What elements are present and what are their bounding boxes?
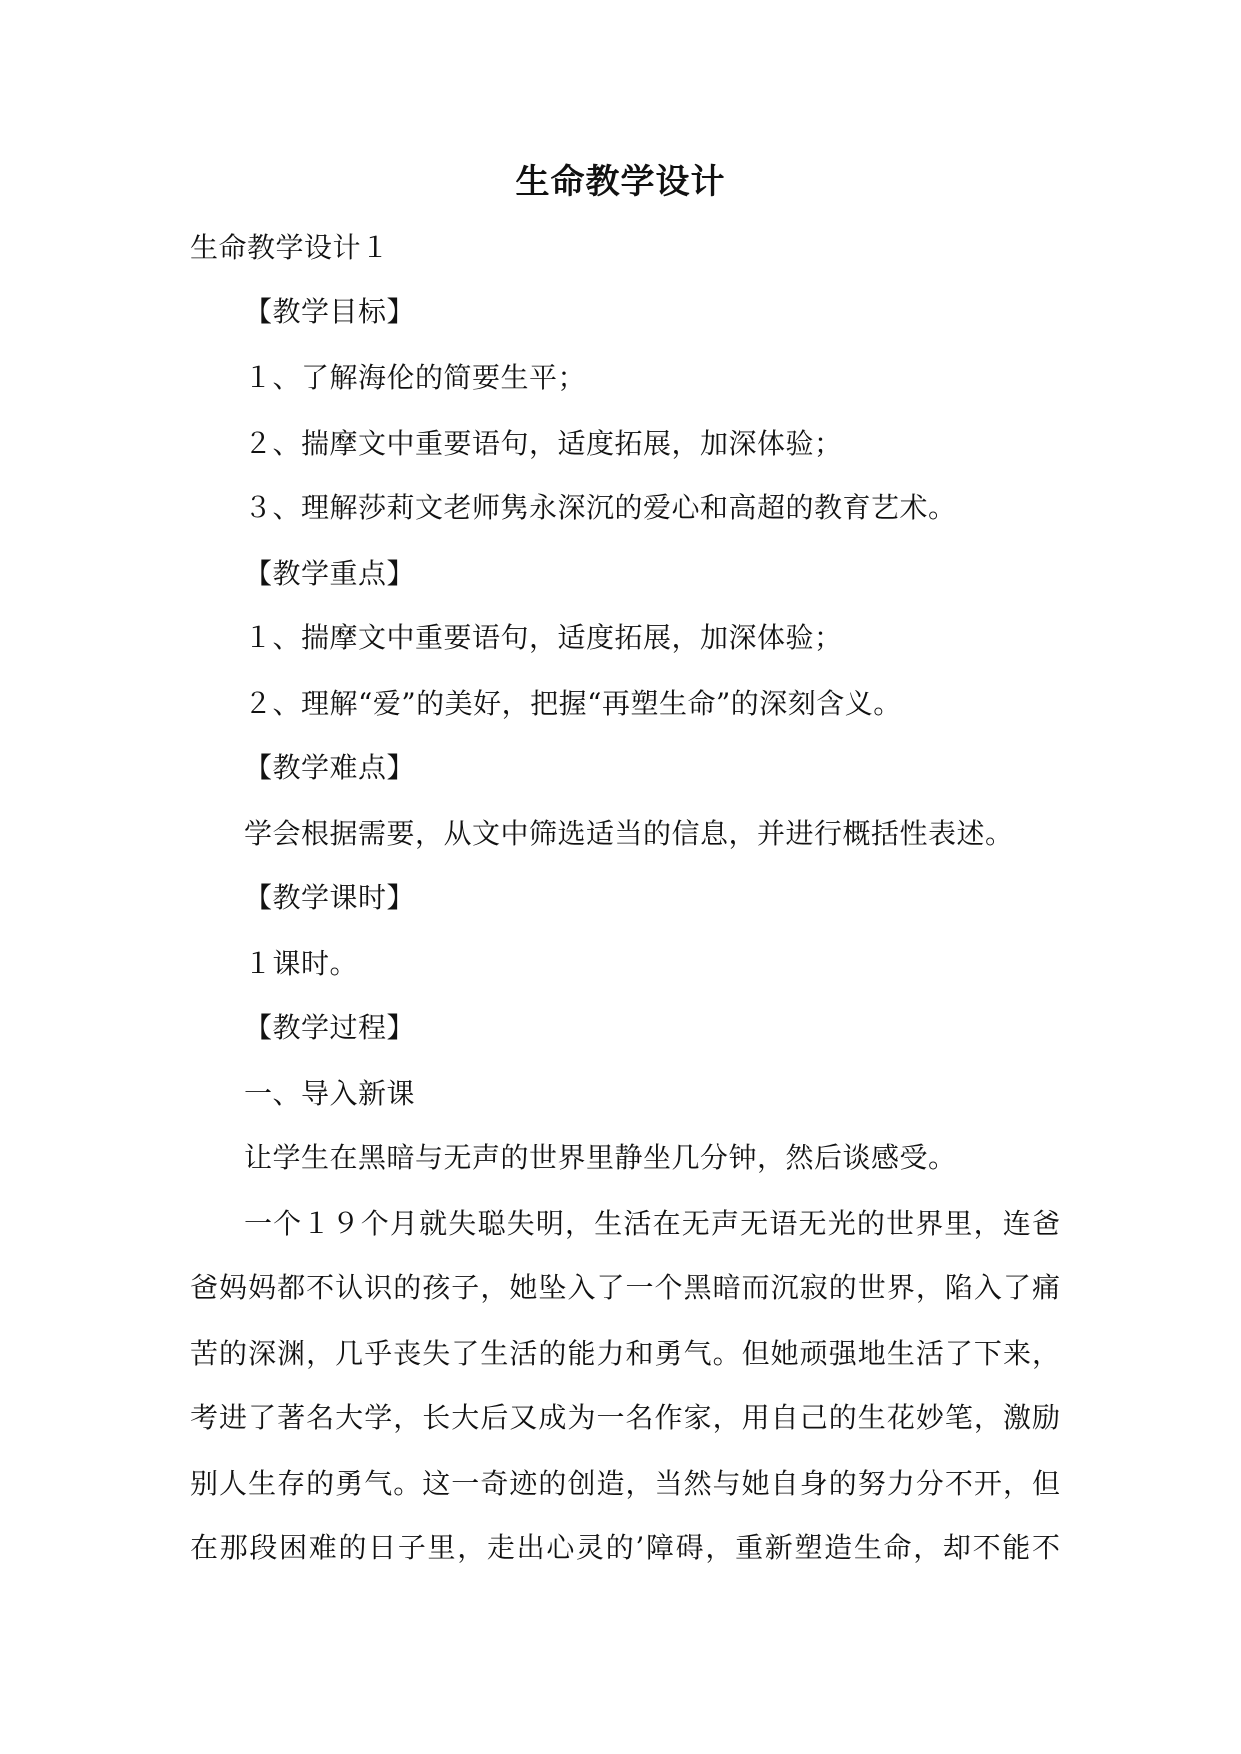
hours-text: １课时。 [244,947,359,980]
process-section-heading: 一、导入新课 [244,1077,416,1110]
difficulties-heading: 【教学难点】 [244,751,416,784]
hours-heading: 【教学课时】 [244,881,416,914]
key-points-heading: 【教学重点】 [244,557,416,590]
paragraph-line: 爸妈妈都不认识的孩子，她坠入了一个黑暗而沉寂的世界，陷入了痛 [190,1271,1060,1304]
objective-item: ２、揣摩文中重要语句，适度拓展，加深体验； [244,427,843,460]
process-paragraph: 让学生在黑暗与无声的世界里静坐几分钟，然后谈感受。 [244,1141,957,1174]
paragraph-line: 别人生存的勇气。这一奇迹的创造，当然与她自身的努力分不开，但 [190,1467,1060,1500]
document-subtitle: 生命教学设计１ [190,231,390,264]
key-point-item: ２、理解“爱”的美好，把握“再塑生命”的深刻含义。 [244,687,902,720]
paragraph-line: 一个１９个月就失聪失明，生活在无声无语无光的世界里，连爸 [244,1207,1060,1240]
document-title: 生命教学设计 [515,162,726,202]
objective-item: ３、理解莎莉文老师隽永深沉的爱心和高超的教育艺术。 [244,491,957,524]
objective-item: １、了解海伦的简要生平； [244,361,587,394]
key-point-item: １、揣摩文中重要语句，适度拓展，加深体验； [244,621,843,654]
paragraph-line: 苦的深渊，几乎丧失了生活的能力和勇气。但她顽强地生活了下来， [190,1337,1060,1370]
objectives-heading: 【教学目标】 [244,295,416,328]
paragraph-line: 在那段困难的日子里，走出心灵的’障碍，重新塑造生命，却不能不 [190,1531,1060,1564]
process-heading: 【教学过程】 [244,1011,416,1044]
difficulties-text: 学会根据需要，从文中筛选适当的信息，并进行概括性表述。 [244,817,1014,850]
paragraph-line: 考进了著名大学，长大后又成为一名作家，用自己的生花妙笔，激励 [190,1401,1060,1434]
